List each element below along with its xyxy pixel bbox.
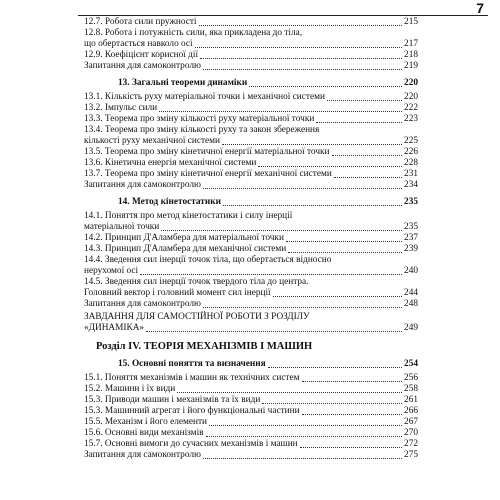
toc-entry-title: 15.1. Поняття механізмів і машин як технічних систем <box>84 373 300 383</box>
toc-page-number: 225 <box>404 136 418 146</box>
toc-entry <box>84 39 418 50</box>
toc-entry <box>84 158 418 169</box>
toc-entry-continuation: Головний вектор і головний момент сил інерції <box>84 288 271 298</box>
toc-entry <box>84 50 418 61</box>
toc-entry <box>84 450 418 461</box>
page-number: 7 <box>476 0 484 16</box>
toc-entry-title: 14.4. Зведення сил інерції точок тіла, що обертається відносно <box>84 255 332 265</box>
toc-entry-title: 13.5. Теорема про зміну кінетичної енергії матеріальної точки <box>84 147 330 157</box>
toc-part-heading <box>84 341 418 353</box>
toc-entry-title: 15.6. Основні види механізмів <box>84 428 204 438</box>
toc-entry <box>84 439 418 450</box>
toc-page-number: 235 <box>404 222 418 232</box>
toc-entry <box>84 169 418 180</box>
toc-page-number: 220 <box>404 78 418 88</box>
toc-entry-title: 14.3. Принцип Д'Аламбера для механічної системи <box>84 244 287 254</box>
toc-page-number: 237 <box>404 233 418 243</box>
toc-entry-title: Запитання для самоконтролю <box>84 61 201 71</box>
toc-entry <box>84 299 418 310</box>
toc-page-number: 266 <box>404 406 418 416</box>
toc-entry-title: 15.3. Машинний агрегат і його функціональні частини <box>84 406 300 416</box>
toc-page-number: 254 <box>404 359 418 369</box>
toc-entry <box>84 384 418 395</box>
toc-entry-title: Запитання для самоконтролю <box>84 180 201 190</box>
toc-entry-title: 13.1. Кількість руху матеріальної точки і механічної системи <box>84 92 325 102</box>
toc-dot-leader <box>300 447 402 448</box>
toc-dot-leader <box>161 230 402 231</box>
toc-dot-leader <box>206 436 403 437</box>
toc-dot-leader <box>222 144 402 145</box>
toc-entry <box>84 244 418 255</box>
toc-entry <box>84 428 418 439</box>
toc-entry <box>84 103 418 114</box>
toc-entry <box>84 288 418 299</box>
toc-page-number: 267 <box>404 417 418 427</box>
toc-page-number: 272 <box>404 439 418 449</box>
toc-dot-leader <box>302 381 403 382</box>
toc-dot-leader <box>288 252 402 253</box>
toc-entry <box>84 61 418 72</box>
toc-page-number: 275 <box>404 450 418 460</box>
toc-task-heading <box>84 323 418 334</box>
toc-entry <box>84 136 418 147</box>
toc-entry-title: 13.7. Теорема про зміну кінетичної енергії механічної системи <box>84 169 332 179</box>
toc-page-number: 234 <box>404 180 418 190</box>
toc-page-number: 248 <box>404 299 418 309</box>
toc-entry-title: 14.5. Зведення сил інерції точок твердого тіла до центра. <box>84 277 309 287</box>
toc-dot-leader <box>262 403 402 404</box>
toc-entry-title: 12.7. Робота сили пружності <box>84 17 197 27</box>
toc-dot-leader <box>159 111 402 112</box>
toc-entry-title: 15.5. Механізм і його елементи <box>84 417 208 427</box>
toc-dot-leader <box>203 188 402 189</box>
toc-entry <box>84 255 418 266</box>
toc-page-number: 258 <box>404 384 418 394</box>
toc-entry-title: 14. Метод кінетостатики <box>118 197 221 207</box>
toc-dot-leader <box>334 177 402 178</box>
toc-dot-leader <box>177 392 402 393</box>
toc-dot-leader <box>203 69 402 70</box>
toc-dot-leader <box>223 205 402 206</box>
toc-dot-leader <box>209 425 402 426</box>
toc-entry <box>84 211 418 222</box>
toc-page-number: 222 <box>404 103 418 113</box>
toc-dot-leader <box>199 25 403 26</box>
toc-page-number: 219 <box>404 61 418 71</box>
toc-entry <box>84 180 418 191</box>
toc-entry <box>84 406 418 417</box>
toc-section-heading <box>84 78 418 89</box>
toc-page-number: 217 <box>404 39 418 49</box>
toc-page-number: 215 <box>404 17 418 27</box>
toc-entry-continuation: матеріальної точки <box>84 222 160 232</box>
toc-entry <box>84 125 418 136</box>
toc-dot-leader <box>286 241 402 242</box>
toc-page-number: 218 <box>404 50 418 60</box>
toc-dot-leader <box>258 166 402 167</box>
toc-dot-leader <box>203 458 402 459</box>
toc-entry-continuation: «ДИНАМІКА» <box>84 323 145 333</box>
toc-entry-title: 13.2. Імпульс сили <box>84 103 158 113</box>
toc-dot-leader <box>140 274 402 275</box>
toc-entry-continuation: кількості руху механічної системи <box>84 136 221 146</box>
toc-entry <box>84 373 418 384</box>
toc-dot-leader <box>327 100 402 101</box>
toc-page-number: 240 <box>404 266 418 276</box>
toc-entry <box>84 17 418 28</box>
toc-dot-leader <box>200 58 402 59</box>
toc-entry <box>84 222 418 233</box>
header-rule <box>78 15 488 16</box>
toc-dot-leader <box>195 47 402 48</box>
toc-page-number: 228 <box>404 158 418 168</box>
toc-entry <box>84 277 418 288</box>
toc-entry-title: 14.1. Поняття про метод кінетостатики і силу інерції <box>84 211 293 221</box>
toc-entry <box>84 114 418 125</box>
toc-entry-title: 13.4. Теорема про зміну кількості руху та закон збереження <box>84 125 320 135</box>
toc-entry-title: 13.3. Теорема про зміну кількості руху матеріальної точки <box>84 114 315 124</box>
toc-page-number: 220 <box>404 92 418 102</box>
toc-page-number: 270 <box>404 428 418 438</box>
toc-entry-continuation: нерухомої осі <box>84 266 139 276</box>
toc-page-number: 249 <box>404 323 418 333</box>
toc-entry <box>84 417 418 428</box>
toc-task-heading <box>84 312 418 323</box>
toc-section-heading <box>84 197 418 208</box>
toc-entry-title: 12.8. Робота і потужність сили, яка прикладена до тіла, <box>84 28 303 38</box>
toc-page-number: 231 <box>404 169 418 179</box>
toc-entry-title: ЗАВДАННЯ ДЛЯ САМОСТІЙНОЇ РОБОТИ З РОЗДІЛУ <box>84 312 310 322</box>
toc-dot-leader <box>249 86 402 87</box>
toc-dot-leader <box>302 414 402 415</box>
toc-entry <box>84 92 418 103</box>
toc-entry-title: Запитання для самоконтролю <box>84 299 201 309</box>
toc-page-number: 256 <box>404 373 418 383</box>
table-of-contents <box>84 17 418 461</box>
toc-dot-leader <box>332 155 403 156</box>
toc-entry-title: Запитання для самоконтролю <box>84 450 201 460</box>
toc-entry-title: 13. Загальні теореми динаміки <box>118 78 248 88</box>
toc-page-number: 261 <box>404 395 418 405</box>
toc-dot-leader <box>316 122 402 123</box>
toc-page-number: 235 <box>404 197 418 207</box>
toc-section-heading <box>84 359 418 370</box>
toc-page-number: 226 <box>404 147 418 157</box>
toc-entry <box>84 28 418 39</box>
toc-dot-leader <box>268 367 402 368</box>
toc-part-title: Розділ IV. ТЕОРІЯ МЕХАНІЗМІВ І МАШИН <box>96 341 313 352</box>
toc-dot-leader <box>203 307 402 308</box>
toc-dot-leader <box>273 296 402 297</box>
toc-entry-continuation: що обертається навколо осі <box>84 39 193 49</box>
toc-page-number: 223 <box>404 114 418 124</box>
toc-entry <box>84 147 418 158</box>
toc-entry-title: 15.3. Приводи машин і механізмів та їх види <box>84 395 261 405</box>
toc-dot-leader <box>146 331 402 332</box>
toc-entry-title: 14.2. Принцип Д'Аламбера для матеріальної точки <box>84 233 284 243</box>
toc-entry-title: 12.9. Коефіцієнт корисної дії <box>84 50 199 60</box>
toc-page-number: 244 <box>404 288 418 298</box>
toc-entry-title: 15.2. Машини і їх види <box>84 384 176 394</box>
toc-entry <box>84 233 418 244</box>
toc-entry-title: 13.6. Кінетична енергія механічної системи <box>84 158 257 168</box>
toc-entry <box>84 395 418 406</box>
toc-entry <box>84 266 418 277</box>
toc-page-number: 239 <box>404 244 418 254</box>
toc-entry-title: 15.7. Основні вимоги до сучасних механізмів і машин <box>84 439 298 449</box>
toc-entry-title: 15. Основні поняття та визначення <box>118 359 266 369</box>
